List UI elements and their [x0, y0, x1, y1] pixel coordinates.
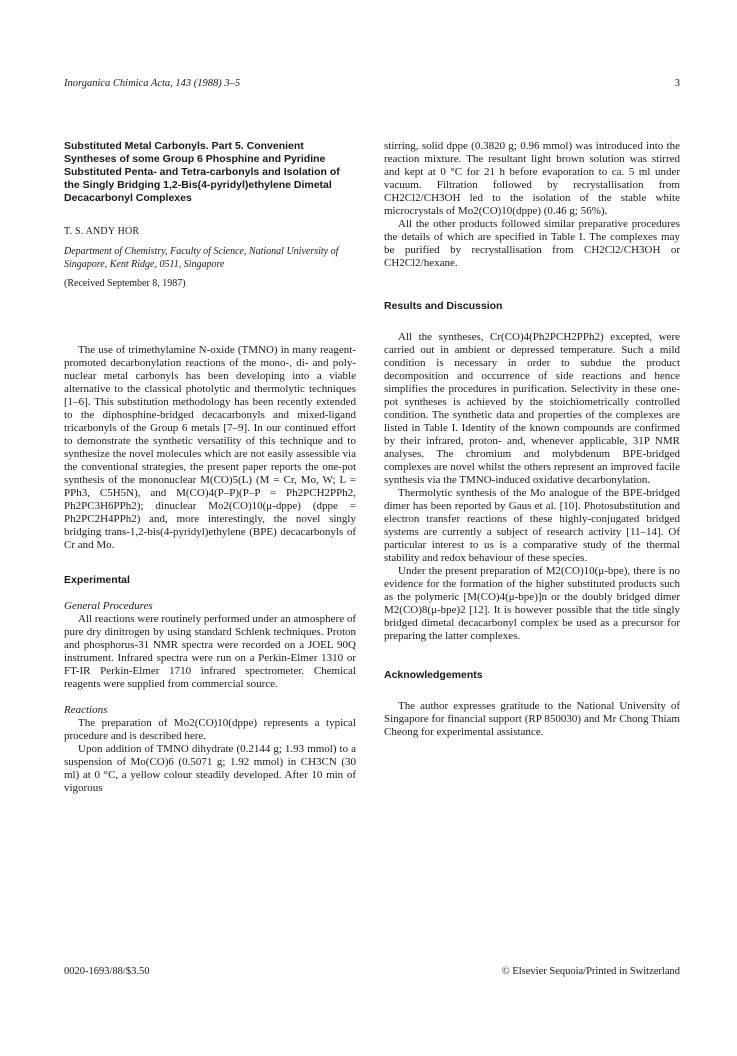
other-products-paragraph: All the other products followed similar preparative procedures the details of which are specified in Table I. The complexes may be purified by recrystallisation from CH2Cl2/CH3OH or CH2Cl2/hexane.	[384, 218, 680, 269]
experimental-heading: Experimental	[64, 574, 130, 586]
reactions-heading: Reactions	[64, 704, 108, 716]
left-column	[64, 140, 356, 795]
reactions-paragraph: The preparation of Mo2(CO)10(dppe) represents a typical procedure and is described here.	[64, 717, 356, 742]
results-paragraph: All the syntheses, Cr(CO)4(Ph2PCH2PPh2) excepted, were carried out in ambient or depressed temperature. Such a mild condition is necessary in order to subdue the product decomposition and occurrence of side reactions and hence simplifies the procedures in purification. Selectivity in these one-pot syntheses is achieved by the stoichiometrically controlled condition. The synthetic data and properties of the complexes are listed in Table I. Identity of the known compounds are confirmed by their infrared, proton- and, whenever applicable, 31P NMR analyses. The chromium and molybdenum BPE-bridged complexes are novel whilst the others represent an improved facile synthesis via the TMNO-induced oxidative decarbonylation.	[384, 331, 680, 486]
page-number: 3	[674, 78, 680, 89]
intro-paragraph: The use of trimethylamine N-oxide (TMNO) in many reagent-promoted decarbonylation reactions of the mono-, di- and poly-nuclear metal carbonyls has been developing into a viable alternative to the classical photolytic and thermolytic techniques [1–6]. This substitution methodology has been recently extended to the diphosphine-bridged decacarbonyls and mixed-ligand tricarbonyls of the Group 6 metals [7–9]. In our continued effort to demonstrate the synthetic versatility of this technique and to synthesize the novel molecules which are not easily assessible via the conventional strategies, the present paper reports the one-pot synthesis of the mononuclear M(CO)5(L) (M = Cr, Mo, W; L = PPh3, C5H5N), and M(CO)4(P–P)(P–P = Ph2PCH2PPh2, Ph2PC3H6PPh2); dinuclear Mo2(CO)10(μ-dppe) (dppe = Ph2PC2H4PPh2) and, more interestingly, the novel singly bridging trans-1,2-bis(4-pyridyl)ethylene (BPE) decacarbonyls of Cr and Mo.	[64, 344, 356, 551]
running-head	[64, 78, 680, 89]
acknowledgements-paragraph: The author expresses gratitude to the National University of Singapore for financial support (RP 850030) and Mr Chong Thiam Cheong for experimental assistance.	[384, 700, 680, 738]
page-footer	[64, 966, 680, 977]
results-heading: Results and Discussion	[384, 300, 503, 312]
copyright-notice: © Elsevier Sequoia/Printed in Switzerland	[501, 966, 680, 977]
issn-price-code: 0020-1693/88/$3.50	[64, 966, 150, 977]
author-affiliation: Department of Chemistry, Faculty of Science, National University of Singapore, Kent Ridge, 0511, Singapore	[64, 246, 339, 270]
reactions-paragraph: Upon addition of TMNO dihydrate (0.2144 g; 1.93 mmol) to a suspension of Mo(CO)6 (0.5071 g; 1.92 mmol) in CH3CN (30 ml) at 0 °C, a yellow colour steadily developed. After 10 min of vigorous	[64, 743, 356, 794]
general-procedures-heading: General Procedures	[64, 600, 153, 612]
acknowledgements-heading: Acknowledgements	[384, 669, 483, 681]
general-procedures-paragraph: All reactions were routinely performed under an atmosphere of pure dry dinitrogen by using standard Schlenk techniques. Proton and phosphorus-31 NMR spectra were recorded on a JOEL 90Q instrument. Infrared spectra were run on a Perkin-Elmer 1310 or FT-IR Perkin-Elmer 1710 infrared spectrometer. Chemical reagents were supplied from commercial source.	[64, 613, 356, 690]
results-paragraph: Thermolytic synthesis of the Mo analogue of the BPE-bridged dimer has been reported by Gaus et al. [10]. Photosubstitution and electron transfer reactions of these highly-conjugated bridged systems are currently a subject of research activity [11–14]. Of particular interest to us is a comparative study of the thermal stability and redox behaviour of these species.	[384, 487, 680, 564]
author-name: T. S. ANDY HOR	[64, 226, 140, 237]
right-column	[384, 140, 680, 739]
results-paragraph: Under the present preparation of M2(CO)10(μ-bpe), there is no evidence for the formation of the higher substituted products such as the polymeric [M(CO)4(μ-bpe)]n or the doubly bridged dimer M2(CO)8(μ-bpe)2 [12]. It is however possible that the title singly bridged dimetal decacarbonyl complex be used as a precursor for preparing the latter complexes.	[384, 565, 680, 642]
continued-paragraph: stirring, solid dppe (0.3820 g; 0.96 mmol) was introduced into the reaction mixture. The resultant light brown solution was stirred and kept at 0 °C for 21 h before evaporation to ca. 5 ml under vacuum. Filtration followed by recrystallisation from CH2Cl2/CH3OH led to the isolation of the stable white microcrystals of Mo2(CO)10(dppe) (0.46 g; 56%).	[384, 140, 680, 217]
received-date: (Received September 8, 1987)	[64, 278, 186, 289]
article-title: Substituted Metal Carbonyls. Part 5. Convenient Syntheses of some Group 6 Phosphine and Pyridine Substituted Penta- and Tetra-carbonyls and Isolation of the Singly Bridging 1,2-Bis(4-pyridyl)ethylene Dimetal Decacarbonyl Complexes	[64, 140, 340, 204]
journal-citation: Inorganica Chimica Acta, 143 (1988) 3–5	[64, 78, 241, 89]
